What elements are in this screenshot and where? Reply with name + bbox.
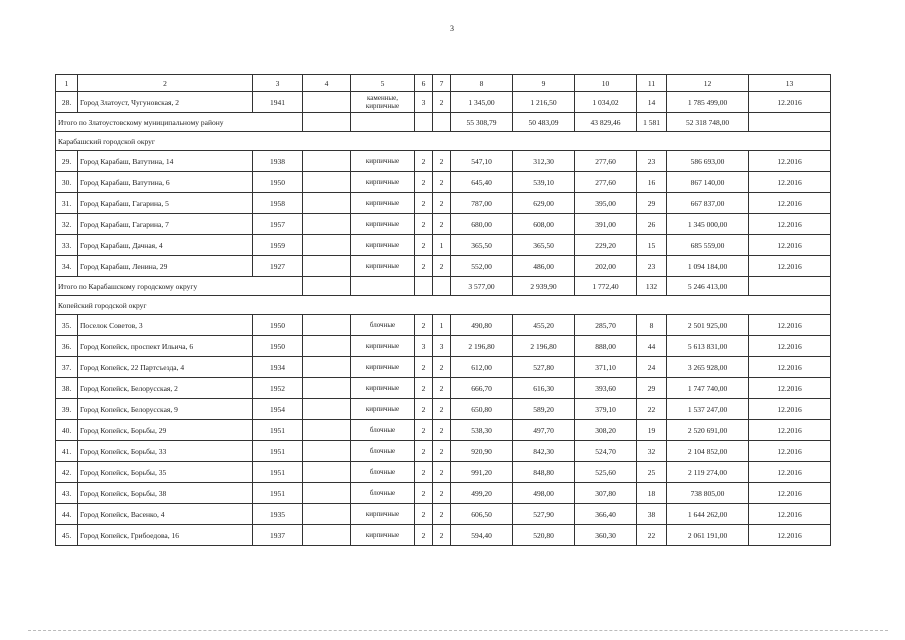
cost: 5 613 831,00 [667, 336, 749, 357]
column-number-8: 8 [451, 75, 513, 92]
floors: 2 [415, 235, 433, 256]
deadline: 12.2016 [749, 483, 831, 504]
area-living: 539,10 [513, 172, 575, 193]
column-4 [303, 378, 351, 399]
area-total: 666,70 [451, 378, 513, 399]
area-living: 608,00 [513, 214, 575, 235]
deadline: 12.2016 [749, 525, 831, 546]
empty-cell [749, 277, 831, 296]
area-living: 312,30 [513, 151, 575, 172]
table-row [56, 336, 831, 357]
total-cost: 5 246 413,00 [667, 277, 749, 296]
floors: 2 [415, 504, 433, 525]
cost: 2 119 274,00 [667, 462, 749, 483]
empty-cell [303, 277, 351, 296]
residents: 23 [637, 151, 667, 172]
cost: 2 104 852,00 [667, 441, 749, 462]
column-4 [303, 256, 351, 277]
total-label: Итого по Златоустовскому муниципальному району [56, 113, 303, 132]
section-title: Карабашский городской округ [56, 132, 831, 151]
column-4 [303, 214, 351, 235]
deadline: 12.2016 [749, 151, 831, 172]
year-built: 1958 [253, 193, 303, 214]
year-built: 1952 [253, 378, 303, 399]
wall-material: блочные [351, 420, 415, 441]
residents: 38 [637, 504, 667, 525]
year-built: 1959 [253, 235, 303, 256]
area-residential: 525,60 [575, 462, 637, 483]
row-number: 44. [56, 504, 78, 525]
total-row [56, 277, 831, 296]
cost: 1 644 262,00 [667, 504, 749, 525]
floors: 3 [415, 92, 433, 113]
floors: 2 [415, 214, 433, 235]
column-4 [303, 151, 351, 172]
empty-cell [351, 277, 415, 296]
address: Город Златоуст, Чугуновская, 2 [78, 92, 253, 113]
address: Город Копейск, Борьбы, 29 [78, 420, 253, 441]
area-residential: 360,30 [575, 525, 637, 546]
entrances: 2 [433, 214, 451, 235]
column-number-3: 3 [253, 75, 303, 92]
column-4 [303, 193, 351, 214]
table-row [56, 399, 831, 420]
year-built: 1951 [253, 462, 303, 483]
table-row [56, 357, 831, 378]
area-living: 848,80 [513, 462, 575, 483]
area-total: 499,20 [451, 483, 513, 504]
housing-table [55, 74, 831, 546]
address: Город Карабаш, Ватутина, 6 [78, 172, 253, 193]
area-total: 594,40 [451, 525, 513, 546]
address: Город Копейск, проспект Ильича, 6 [78, 336, 253, 357]
total-residents: 132 [637, 277, 667, 296]
area-living: 365,50 [513, 235, 575, 256]
year-built: 1950 [253, 315, 303, 336]
deadline: 12.2016 [749, 504, 831, 525]
address: Город Копейск, Васенко, 4 [78, 504, 253, 525]
entrances: 1 [433, 235, 451, 256]
wall-material: кирпичные [351, 399, 415, 420]
area-total: 920,90 [451, 441, 513, 462]
residents: 24 [637, 357, 667, 378]
entrances: 2 [433, 378, 451, 399]
area-total: 787,00 [451, 193, 513, 214]
table-row [56, 378, 831, 399]
floors: 2 [415, 399, 433, 420]
row-number: 37. [56, 357, 78, 378]
deadline: 12.2016 [749, 462, 831, 483]
area-total: 490,80 [451, 315, 513, 336]
wall-material: кирпичные [351, 256, 415, 277]
year-built: 1951 [253, 441, 303, 462]
year-built: 1951 [253, 483, 303, 504]
area-residential: 307,80 [575, 483, 637, 504]
residents: 18 [637, 483, 667, 504]
deadline: 12.2016 [749, 399, 831, 420]
area-living: 629,00 [513, 193, 575, 214]
entrances: 2 [433, 92, 451, 113]
residents: 44 [637, 336, 667, 357]
floors: 2 [415, 420, 433, 441]
residents: 15 [637, 235, 667, 256]
residents: 22 [637, 399, 667, 420]
column-number-5: 5 [351, 75, 415, 92]
area-living: 589,20 [513, 399, 575, 420]
wall-material: кирпичные [351, 378, 415, 399]
address: Город Карабаш, Ленина, 29 [78, 256, 253, 277]
address: Город Копейск, Белорусская, 2 [78, 378, 253, 399]
section-header-row [56, 132, 831, 151]
column-number-7: 7 [433, 75, 451, 92]
page-edge-line [28, 630, 888, 631]
floors: 2 [415, 462, 433, 483]
residents: 32 [637, 441, 667, 462]
column-number-13: 13 [749, 75, 831, 92]
column-4 [303, 504, 351, 525]
entrances: 2 [433, 525, 451, 546]
area-total: 606,50 [451, 504, 513, 525]
column-4 [303, 235, 351, 256]
floors: 2 [415, 315, 433, 336]
total-residents: 1 581 [637, 113, 667, 132]
area-total: 538,30 [451, 420, 513, 441]
row-number: 29. [56, 151, 78, 172]
table-row [56, 441, 831, 462]
floors: 2 [415, 357, 433, 378]
column-number-4: 4 [303, 75, 351, 92]
area-residential: 308,20 [575, 420, 637, 441]
address: Город Карабаш, Гагарина, 5 [78, 193, 253, 214]
area-living: 527,90 [513, 504, 575, 525]
cost: 1 747 740,00 [667, 378, 749, 399]
area-living: 1 216,50 [513, 92, 575, 113]
floors: 2 [415, 256, 433, 277]
column-4 [303, 172, 351, 193]
column-number-9: 9 [513, 75, 575, 92]
cost: 667 837,00 [667, 193, 749, 214]
residents: 19 [637, 420, 667, 441]
area-total: 365,50 [451, 235, 513, 256]
column-4 [303, 92, 351, 113]
year-built: 1950 [253, 172, 303, 193]
area-living: 497,70 [513, 420, 575, 441]
page-number: 3 [450, 24, 454, 33]
floors: 2 [415, 483, 433, 504]
table-body [56, 75, 831, 546]
wall-material: кирпичные [351, 214, 415, 235]
entrances: 2 [433, 441, 451, 462]
row-number: 35. [56, 315, 78, 336]
area-living: 455,20 [513, 315, 575, 336]
address: Поселок Советов, 3 [78, 315, 253, 336]
table-row [56, 235, 831, 256]
deadline: 12.2016 [749, 172, 831, 193]
entrances: 2 [433, 172, 451, 193]
table-row [56, 193, 831, 214]
column-4 [303, 357, 351, 378]
year-built: 1927 [253, 256, 303, 277]
entrances: 2 [433, 420, 451, 441]
empty-cell [433, 277, 451, 296]
deadline: 12.2016 [749, 357, 831, 378]
empty-cell [433, 113, 451, 132]
address: Город Карабаш, Ватутина, 14 [78, 151, 253, 172]
residents: 25 [637, 462, 667, 483]
column-number-12: 12 [667, 75, 749, 92]
total-cost: 52 318 748,00 [667, 113, 749, 132]
residents: 14 [637, 92, 667, 113]
area-residential: 888,00 [575, 336, 637, 357]
column-number-1: 1 [56, 75, 78, 92]
cost: 867 140,00 [667, 172, 749, 193]
address: Город Копейск, Борьбы, 35 [78, 462, 253, 483]
floors: 3 [415, 336, 433, 357]
column-4 [303, 315, 351, 336]
area-living: 527,80 [513, 357, 575, 378]
deadline: 12.2016 [749, 336, 831, 357]
empty-cell [303, 113, 351, 132]
area-total: 2 196,80 [451, 336, 513, 357]
cost: 586 693,00 [667, 151, 749, 172]
residents: 8 [637, 315, 667, 336]
area-total: 612,00 [451, 357, 513, 378]
entrances: 2 [433, 504, 451, 525]
total-row [56, 113, 831, 132]
total-area-residential: 43 829,46 [575, 113, 637, 132]
cost: 2 520 691,00 [667, 420, 749, 441]
table-row [56, 172, 831, 193]
entrances: 2 [433, 256, 451, 277]
wall-material: блочные [351, 441, 415, 462]
residents: 23 [637, 256, 667, 277]
address: Город Копейск, 22 Партсъезда, 4 [78, 357, 253, 378]
table-row [56, 151, 831, 172]
area-living: 498,00 [513, 483, 575, 504]
empty-cell [415, 113, 433, 132]
row-number: 32. [56, 214, 78, 235]
area-residential: 393,60 [575, 378, 637, 399]
deadline: 12.2016 [749, 256, 831, 277]
entrances: 2 [433, 462, 451, 483]
column-4 [303, 336, 351, 357]
deadline: 12.2016 [749, 92, 831, 113]
deadline: 12.2016 [749, 214, 831, 235]
table-header-row [56, 75, 831, 92]
residents: 29 [637, 193, 667, 214]
cost: 2 061 191,00 [667, 525, 749, 546]
column-4 [303, 399, 351, 420]
floors: 2 [415, 525, 433, 546]
empty-cell [749, 113, 831, 132]
entrances: 2 [433, 193, 451, 214]
deadline: 12.2016 [749, 441, 831, 462]
address: Город Копейск, Борьбы, 33 [78, 441, 253, 462]
area-living: 842,30 [513, 441, 575, 462]
row-number: 41. [56, 441, 78, 462]
row-number: 39. [56, 399, 78, 420]
area-living: 2 196,80 [513, 336, 575, 357]
floors: 2 [415, 193, 433, 214]
row-number: 38. [56, 378, 78, 399]
cost: 3 265 928,00 [667, 357, 749, 378]
wall-material: кирпичные [351, 235, 415, 256]
area-residential: 366,40 [575, 504, 637, 525]
table-row [56, 420, 831, 441]
row-number: 33. [56, 235, 78, 256]
table-row [56, 256, 831, 277]
area-living: 520,80 [513, 525, 575, 546]
year-built: 1954 [253, 399, 303, 420]
address: Город Копейск, Борьбы, 38 [78, 483, 253, 504]
column-number-10: 10 [575, 75, 637, 92]
floors: 2 [415, 151, 433, 172]
area-residential: 379,10 [575, 399, 637, 420]
wall-material: кирпичные [351, 336, 415, 357]
wall-material: кирпичные [351, 193, 415, 214]
area-total: 547,10 [451, 151, 513, 172]
entrances: 2 [433, 151, 451, 172]
column-4 [303, 462, 351, 483]
wall-material: кирпичные [351, 357, 415, 378]
row-number: 36. [56, 336, 78, 357]
floors: 2 [415, 441, 433, 462]
column-4 [303, 420, 351, 441]
empty-cell [415, 277, 433, 296]
column-4 [303, 525, 351, 546]
address: Город Копейск, Белорусская, 9 [78, 399, 253, 420]
area-total: 1 345,00 [451, 92, 513, 113]
year-built: 1937 [253, 525, 303, 546]
area-total: 552,00 [451, 256, 513, 277]
area-living: 486,00 [513, 256, 575, 277]
deadline: 12.2016 [749, 193, 831, 214]
year-built: 1938 [253, 151, 303, 172]
floors: 2 [415, 172, 433, 193]
area-residential: 285,70 [575, 315, 637, 336]
wall-material: каменные, кирпичные [351, 92, 415, 113]
table-row [56, 504, 831, 525]
total-area-living: 2 939,90 [513, 277, 575, 296]
wall-material: блочные [351, 462, 415, 483]
residents: 26 [637, 214, 667, 235]
total-area-total: 3 577,00 [451, 277, 513, 296]
row-number: 28. [56, 92, 78, 113]
column-number-11: 11 [637, 75, 667, 92]
total-area-total: 55 308,79 [451, 113, 513, 132]
area-residential: 1 034,02 [575, 92, 637, 113]
cost: 2 501 925,00 [667, 315, 749, 336]
total-area-residential: 1 772,40 [575, 277, 637, 296]
floors: 2 [415, 378, 433, 399]
deadline: 12.2016 [749, 420, 831, 441]
area-residential: 277,60 [575, 172, 637, 193]
row-number: 30. [56, 172, 78, 193]
wall-material: блочные [351, 483, 415, 504]
entrances: 1 [433, 315, 451, 336]
deadline: 12.2016 [749, 378, 831, 399]
year-built: 1934 [253, 357, 303, 378]
area-total: 680,00 [451, 214, 513, 235]
column-number-6: 6 [415, 75, 433, 92]
deadline: 12.2016 [749, 235, 831, 256]
residents: 22 [637, 525, 667, 546]
table-row [56, 462, 831, 483]
table-row [56, 92, 831, 113]
section-title: Копейский городской округ [56, 296, 831, 315]
table-row [56, 525, 831, 546]
column-4 [303, 441, 351, 462]
year-built: 1957 [253, 214, 303, 235]
area-living: 616,30 [513, 378, 575, 399]
area-residential: 202,00 [575, 256, 637, 277]
cost: 738 805,00 [667, 483, 749, 504]
total-area-living: 50 483,09 [513, 113, 575, 132]
row-number: 42. [56, 462, 78, 483]
area-residential: 229,20 [575, 235, 637, 256]
year-built: 1935 [253, 504, 303, 525]
row-number: 45. [56, 525, 78, 546]
cost: 1 537 247,00 [667, 399, 749, 420]
entrances: 2 [433, 483, 451, 504]
address: Город Копейск, Грибоедова, 16 [78, 525, 253, 546]
total-label: Итого по Карабашскому городскому округу [56, 277, 303, 296]
residents: 29 [637, 378, 667, 399]
row-number: 43. [56, 483, 78, 504]
wall-material: кирпичные [351, 172, 415, 193]
area-total: 650,80 [451, 399, 513, 420]
cost: 1 094 184,00 [667, 256, 749, 277]
year-built: 1951 [253, 420, 303, 441]
area-residential: 277,60 [575, 151, 637, 172]
table-row [56, 315, 831, 336]
column-number-2: 2 [78, 75, 253, 92]
table-row [56, 483, 831, 504]
entrances: 3 [433, 336, 451, 357]
entrances: 2 [433, 399, 451, 420]
year-built: 1941 [253, 92, 303, 113]
row-number: 31. [56, 193, 78, 214]
section-header-row [56, 296, 831, 315]
column-4 [303, 483, 351, 504]
wall-material: кирпичные [351, 504, 415, 525]
empty-cell [351, 113, 415, 132]
address: Город Карабаш, Гагарина, 7 [78, 214, 253, 235]
area-total: 645,40 [451, 172, 513, 193]
wall-material: кирпичные [351, 151, 415, 172]
cost: 685 559,00 [667, 235, 749, 256]
year-built: 1950 [253, 336, 303, 357]
deadline: 12.2016 [749, 315, 831, 336]
cost: 1 785 499,00 [667, 92, 749, 113]
wall-material: кирпичные [351, 525, 415, 546]
row-number: 40. [56, 420, 78, 441]
address: Город Карабаш, Дачная, 4 [78, 235, 253, 256]
row-number: 34. [56, 256, 78, 277]
area-total: 991,20 [451, 462, 513, 483]
area-residential: 395,00 [575, 193, 637, 214]
cost: 1 345 000,00 [667, 214, 749, 235]
wall-material: блочные [351, 315, 415, 336]
area-residential: 524,70 [575, 441, 637, 462]
area-residential: 371,10 [575, 357, 637, 378]
table-row [56, 214, 831, 235]
area-residential: 391,00 [575, 214, 637, 235]
entrances: 2 [433, 357, 451, 378]
residents: 16 [637, 172, 667, 193]
